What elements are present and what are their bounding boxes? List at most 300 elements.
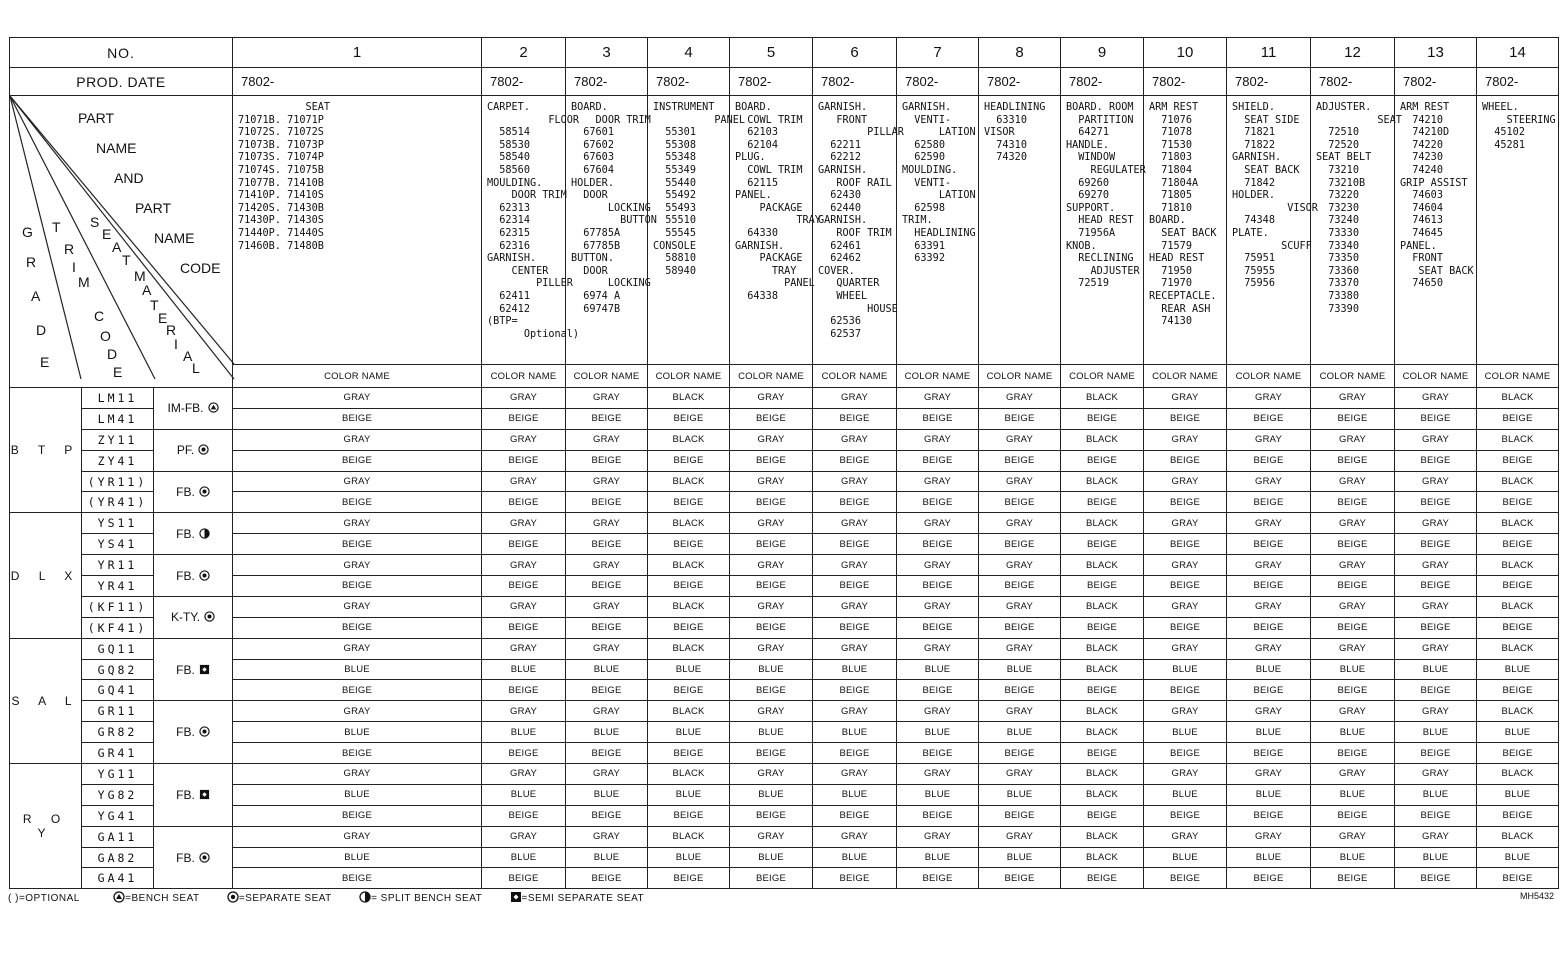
color-cell: BEIGE — [1311, 576, 1395, 597]
separate-seat-icon — [194, 443, 209, 457]
color-cell: BEIGE — [1144, 576, 1227, 597]
column-number-10: 10 — [1144, 38, 1227, 68]
color-cell: BEIGE — [979, 492, 1061, 513]
color-cell: GRAY — [1227, 701, 1311, 722]
trim-code: YR41 — [82, 576, 154, 597]
color-cell: BEIGE — [1395, 534, 1477, 555]
table-row — [10, 784, 1559, 805]
color-name-label-8: COLOR NAME — [979, 365, 1061, 388]
color-cell: BEIGE — [1061, 576, 1144, 597]
table-row — [10, 847, 1559, 868]
seat-material — [154, 388, 233, 430]
color-cell: BEIGE — [566, 743, 648, 764]
color-cell: GRAY — [233, 764, 482, 785]
seat-material-label: FB. — [176, 526, 195, 541]
table-row — [10, 513, 1559, 534]
color-cell: BEIGE — [1395, 576, 1477, 597]
legend-optional: ( )=OPTIONAL — [8, 893, 80, 904]
color-cell: BLUE — [979, 722, 1061, 743]
color-cell: BEIGE — [233, 450, 482, 471]
color-cell: BLUE — [233, 784, 482, 805]
color-cell: GRAY — [1395, 388, 1477, 409]
color-cell: BEIGE — [1144, 492, 1227, 513]
trim-code: GQ82 — [82, 659, 154, 680]
prod-date-3: 7802- — [566, 68, 648, 96]
prod-date-4: 7802- — [648, 68, 730, 96]
color-cell: BEIGE — [979, 576, 1061, 597]
color-cell: GRAY — [897, 638, 979, 659]
corner-name-1: NAME — [96, 140, 137, 156]
color-cell: BEIGE — [1395, 680, 1477, 701]
color-cell: GRAY — [1395, 555, 1477, 576]
column-number-4: 4 — [648, 38, 730, 68]
color-cell: GRAY — [1144, 826, 1227, 847]
table-row — [10, 408, 1559, 429]
color-cell: GRAY — [730, 388, 813, 409]
color-cell: GRAY — [1395, 596, 1477, 617]
color-cell: BEIGE — [648, 868, 730, 889]
table-row — [10, 429, 1559, 450]
color-cell: GRAY — [813, 429, 897, 450]
prod-date-row — [10, 68, 1559, 96]
color-cell: GRAY — [1311, 638, 1395, 659]
color-cell: BEIGE — [233, 408, 482, 429]
color-cell: BEIGE — [482, 617, 566, 638]
color-cell: GRAY — [233, 388, 482, 409]
corner-seat-9: I — [174, 336, 178, 352]
corner-part-1: PART — [78, 110, 115, 126]
color-cell: GRAY — [1144, 638, 1227, 659]
color-cell: BLUE — [1227, 722, 1311, 743]
color-cell: GRAY — [1227, 555, 1311, 576]
trim-code: YS41 — [82, 534, 154, 555]
color-cell: GRAY — [979, 596, 1061, 617]
color-cell: GRAY — [730, 764, 813, 785]
trim-code: GR41 — [82, 743, 154, 764]
color-cell: GRAY — [813, 701, 897, 722]
color-cell: BEIGE — [1311, 805, 1395, 826]
color-cell: BEIGE — [1311, 868, 1395, 889]
color-cell: BEIGE — [730, 492, 813, 513]
corner-grade-4: E — [40, 354, 50, 370]
prod-date-label: PROD. DATE — [10, 68, 233, 96]
color-cell: BEIGE — [566, 617, 648, 638]
seat-material-label: PF. — [176, 443, 195, 458]
table-row — [10, 701, 1559, 722]
color-cell: BEIGE — [1311, 680, 1395, 701]
color-cell: BEIGE — [1477, 450, 1559, 471]
color-cell: GRAY — [1227, 471, 1311, 492]
color-cell: BEIGE — [1395, 408, 1477, 429]
color-cell: BEIGE — [1061, 868, 1144, 889]
corner-header — [10, 96, 233, 388]
document-number: MH5432 — [1519, 891, 1554, 901]
seat-material — [154, 429, 233, 471]
color-name-label-14: COLOR NAME — [1477, 365, 1559, 388]
color-cell: BEIGE — [1311, 492, 1395, 513]
color-cell: BLUE — [1227, 847, 1311, 868]
color-cell: BEIGE — [730, 450, 813, 471]
corner-trim-2: I — [72, 259, 76, 275]
table-row — [10, 534, 1559, 555]
color-cell: BEIGE — [897, 450, 979, 471]
color-name-row — [10, 365, 1559, 388]
column-number-5: 5 — [730, 38, 813, 68]
color-cell: GRAY — [979, 388, 1061, 409]
color-cell: BLUE — [730, 847, 813, 868]
color-cell: GRAY — [813, 388, 897, 409]
color-cell: BLACK — [1477, 555, 1559, 576]
seat-material — [154, 638, 233, 701]
color-cell: BEIGE — [566, 408, 648, 429]
color-cell: GRAY — [233, 555, 482, 576]
color-cell: BEIGE — [1061, 805, 1144, 826]
table-row — [10, 576, 1559, 597]
color-name-label-4: COLOR NAME — [648, 365, 730, 388]
trim-code: GA11 — [82, 826, 154, 847]
color-cell: GRAY — [566, 701, 648, 722]
color-cell: GRAY — [233, 638, 482, 659]
color-cell: BLACK — [1061, 847, 1144, 868]
color-cell: BLUE — [897, 847, 979, 868]
color-cell: BLUE — [813, 847, 897, 868]
trim-code: YG11 — [82, 764, 154, 785]
prod-date-9: 7802- — [1061, 68, 1144, 96]
table-row — [10, 555, 1559, 576]
prod-date-1: 7802- — [233, 68, 482, 96]
legend-split: = SPLIT BENCH SEAT — [371, 893, 483, 904]
color-cell: BEIGE — [730, 408, 813, 429]
color-cell: BLACK — [648, 513, 730, 534]
color-cell: BEIGE — [1144, 680, 1227, 701]
trim-code: (KF11) — [82, 596, 154, 617]
color-cell: BLUE — [1477, 847, 1559, 868]
table-row — [10, 471, 1559, 492]
color-cell: GRAY — [1144, 596, 1227, 617]
color-cell: BEIGE — [1061, 534, 1144, 555]
corner-grade-3: D — [36, 322, 47, 338]
corner-seat-11: L — [192, 360, 200, 376]
separate-seat-icon — [195, 569, 210, 583]
color-cell: GRAY — [1227, 826, 1311, 847]
color-cell: BEIGE — [1144, 534, 1227, 555]
color-cell: BEIGE — [897, 680, 979, 701]
column-number-13: 13 — [1395, 38, 1477, 68]
color-cell: GRAY — [813, 555, 897, 576]
color-cell: GRAY — [1311, 388, 1395, 409]
color-cell: BLUE — [482, 659, 566, 680]
separate-seat-icon — [195, 725, 210, 739]
color-cell: BLUE — [482, 784, 566, 805]
color-cell: BEIGE — [813, 576, 897, 597]
color-cell: BEIGE — [233, 743, 482, 764]
seat-material-label: FB. — [176, 568, 195, 583]
color-cell: BLUE — [730, 722, 813, 743]
color-cell: BEIGE — [897, 492, 979, 513]
color-cell: BLUE — [1227, 784, 1311, 805]
color-cell: GRAY — [566, 388, 648, 409]
part-list-8: HEADLINING 63310 VISOR 74310 74320 — [979, 96, 1061, 365]
color-cell: BLUE — [233, 722, 482, 743]
color-cell: BEIGE — [897, 743, 979, 764]
color-cell: BEIGE — [813, 617, 897, 638]
color-cell: BEIGE — [482, 408, 566, 429]
number-row — [10, 38, 1559, 68]
color-cell: BLUE — [1144, 847, 1227, 868]
color-cell: BLACK — [648, 596, 730, 617]
color-cell: BLUE — [648, 784, 730, 805]
color-cell: BLUE — [233, 847, 482, 868]
color-name-label-2: COLOR NAME — [482, 365, 566, 388]
color-cell: GRAY — [897, 555, 979, 576]
color-cell: BLACK — [1061, 826, 1144, 847]
color-cell: BEIGE — [1227, 805, 1311, 826]
corner-seat-5: A — [142, 282, 152, 298]
color-cell: BLACK — [1061, 764, 1144, 785]
color-cell: BLUE — [566, 659, 648, 680]
color-cell: BEIGE — [1061, 617, 1144, 638]
table-row — [10, 743, 1559, 764]
color-cell: BEIGE — [1395, 450, 1477, 471]
color-cell: BLACK — [1477, 513, 1559, 534]
corner-trim-4: C — [94, 308, 105, 324]
color-cell: BEIGE — [1061, 680, 1144, 701]
color-cell: GRAY — [1144, 764, 1227, 785]
color-cell: BEIGE — [730, 680, 813, 701]
corner-trim-0: T — [52, 219, 61, 235]
color-cell: GRAY — [233, 826, 482, 847]
table-row — [10, 638, 1559, 659]
color-cell: GRAY — [1311, 596, 1395, 617]
table-row — [10, 388, 1559, 409]
color-cell: GRAY — [482, 555, 566, 576]
color-cell: BEIGE — [233, 534, 482, 555]
color-cell: BLACK — [648, 555, 730, 576]
color-cell: BLUE — [1311, 784, 1395, 805]
color-cell: GRAY — [1227, 764, 1311, 785]
color-cell: BLUE — [1144, 784, 1227, 805]
color-cell: BEIGE — [979, 617, 1061, 638]
seat-material-label: FB. — [176, 725, 195, 740]
color-cell: BLUE — [482, 722, 566, 743]
color-cell: BEIGE — [1061, 408, 1144, 429]
trim-code: YG82 — [82, 784, 154, 805]
grade-cell: S A L — [10, 638, 82, 763]
color-cell: BEIGE — [1227, 743, 1311, 764]
color-cell: BEIGE — [1311, 617, 1395, 638]
color-cell: BEIGE — [979, 450, 1061, 471]
color-cell: BEIGE — [566, 805, 648, 826]
color-cell: GRAY — [1227, 388, 1311, 409]
part-list-4: INSTRUMENT PANEL 55301 55308 55348 55349 55440 55492 55493 55510 55545 CONSOLE 58810 58940 — [648, 96, 730, 365]
color-cell: GRAY — [482, 596, 566, 617]
color-cell: BEIGE — [1311, 408, 1395, 429]
color-cell: BEIGE — [482, 492, 566, 513]
color-cell: BLUE — [566, 847, 648, 868]
color-cell: BEIGE — [566, 868, 648, 889]
seat-material-label: FB. — [176, 787, 195, 802]
legend-semi: =SEMI SEPARATE SEAT — [521, 893, 645, 904]
column-number-14: 14 — [1477, 38, 1559, 68]
table-row — [10, 680, 1559, 701]
separate-seat-icon — [195, 851, 210, 865]
table-row — [10, 492, 1559, 513]
corner-seat-6: T — [150, 297, 159, 313]
color-cell: BLUE — [1144, 659, 1227, 680]
prod-date-7: 7802- — [897, 68, 979, 96]
color-cell: BLACK — [1061, 513, 1144, 534]
color-cell: BLACK — [648, 429, 730, 450]
color-cell: BLACK — [1477, 596, 1559, 617]
color-cell: BEIGE — [897, 805, 979, 826]
color-cell: GRAY — [813, 638, 897, 659]
color-cell: BEIGE — [813, 450, 897, 471]
color-cell: GRAY — [482, 826, 566, 847]
color-cell: BLACK — [1061, 471, 1144, 492]
trim-code: GQ41 — [82, 680, 154, 701]
color-name-label-12: COLOR NAME — [1311, 365, 1395, 388]
color-cell: GRAY — [979, 638, 1061, 659]
color-cell: BEIGE — [979, 408, 1061, 429]
color-cell: BLUE — [979, 784, 1061, 805]
column-number-2: 2 — [482, 38, 566, 68]
color-cell: BEIGE — [233, 680, 482, 701]
part-list-3: BOARD. DOOR TRIM 67601 67602 67603 67604 HOLDER. DOOR LOCKING BUTTON 67785A 67785B BUTTON. DOOR LOCKING 6974 A 69747B — [566, 96, 648, 365]
color-cell: BLUE — [813, 722, 897, 743]
color-cell: BLUE — [482, 847, 566, 868]
color-cell: BEIGE — [566, 680, 648, 701]
color-cell: BLUE — [1477, 722, 1559, 743]
corner-grade-2: A — [31, 288, 41, 304]
color-cell: BEIGE — [1395, 805, 1477, 826]
color-cell: BLUE — [648, 659, 730, 680]
no-label: NO. — [10, 38, 233, 68]
color-cell: BEIGE — [897, 408, 979, 429]
semi-separate-seat-icon — [195, 663, 210, 677]
color-cell: GRAY — [897, 429, 979, 450]
color-cell: GRAY — [897, 826, 979, 847]
color-cell: BEIGE — [1477, 743, 1559, 764]
trim-code: GQ11 — [82, 638, 154, 659]
color-cell: GRAY — [566, 471, 648, 492]
color-cell: BEIGE — [1477, 576, 1559, 597]
color-cell: BLACK — [1477, 826, 1559, 847]
split-bench-seat-icon — [195, 527, 210, 541]
trim-color-chart — [9, 37, 1559, 889]
corner-part-2: PART — [135, 200, 172, 216]
color-cell: BEIGE — [897, 617, 979, 638]
grade-cell: R O Y — [10, 764, 82, 889]
prod-date-5: 7802- — [730, 68, 813, 96]
color-cell: GRAY — [233, 701, 482, 722]
color-cell: GRAY — [897, 764, 979, 785]
trim-code: GA41 — [82, 868, 154, 889]
color-cell: GRAY — [813, 826, 897, 847]
color-cell: BEIGE — [1395, 617, 1477, 638]
color-cell: GRAY — [233, 596, 482, 617]
legend-separate: =SEPARATE SEAT — [238, 893, 332, 904]
color-cell: GRAY — [1395, 513, 1477, 534]
color-cell: BEIGE — [1477, 868, 1559, 889]
trim-code: (YR41) — [82, 492, 154, 513]
corner-seat-8: R — [166, 322, 177, 338]
color-cell: GRAY — [482, 471, 566, 492]
color-cell: BEIGE — [1144, 617, 1227, 638]
corner-trim-7: E — [113, 364, 123, 380]
grade-cell: D L X — [10, 513, 82, 638]
seat-material-label: FB. — [176, 662, 195, 677]
color-cell: GRAY — [1311, 555, 1395, 576]
color-cell: GRAY — [979, 429, 1061, 450]
corner-trim-6: D — [107, 346, 118, 362]
color-cell: BEIGE — [813, 743, 897, 764]
color-cell: BEIGE — [1477, 805, 1559, 826]
color-cell: BEIGE — [482, 680, 566, 701]
corner-and: AND — [114, 170, 144, 186]
part-list-10: ARM REST 71076 71078 71530 71803 71804 71804A 71805 71810 BOARD. SEAT BACK 71579 HEAD REST 71950 71970 RECEPTACLE. REAR ASH 74130 — [1144, 96, 1227, 365]
color-cell: GRAY — [233, 471, 482, 492]
color-cell: BEIGE — [813, 805, 897, 826]
color-cell: BLACK — [648, 388, 730, 409]
color-cell: GRAY — [1311, 701, 1395, 722]
part-list-6: GARNISH. FRONT PILLAR 62211 62212 GARNISH. ROOF RAIL 62430 62440 GARNISH. ROOF TRIM 62461 62462 COVER. QUARTER WHEEL HOUSE 62536 62537 — [813, 96, 897, 365]
color-cell: GRAY — [566, 638, 648, 659]
seat-material — [154, 513, 233, 555]
color-cell: GRAY — [979, 555, 1061, 576]
color-cell: BEIGE — [979, 805, 1061, 826]
color-cell: BLUE — [979, 659, 1061, 680]
color-cell: GRAY — [1144, 513, 1227, 534]
semi-separate-seat-icon — [195, 788, 210, 802]
color-cell: GRAY — [813, 764, 897, 785]
color-cell: BEIGE — [979, 534, 1061, 555]
table-row — [10, 764, 1559, 785]
color-cell: BLUE — [1311, 659, 1395, 680]
color-cell: GRAY — [1227, 513, 1311, 534]
prod-date-13: 7802- — [1395, 68, 1477, 96]
color-name-label-6: COLOR NAME — [813, 365, 897, 388]
color-cell: GRAY — [482, 764, 566, 785]
color-cell: BLUE — [1144, 722, 1227, 743]
color-cell: BLUE — [1477, 659, 1559, 680]
table-row — [10, 659, 1559, 680]
color-cell: BEIGE — [1227, 576, 1311, 597]
color-cell: BLACK — [1477, 638, 1559, 659]
seat-material — [154, 596, 233, 638]
color-name-label-11: COLOR NAME — [1227, 365, 1311, 388]
corner-seat-7: E — [158, 310, 168, 326]
legend-bench-icon — [113, 891, 125, 904]
color-cell: BEIGE — [1311, 743, 1395, 764]
color-cell: GRAY — [482, 701, 566, 722]
seat-material — [154, 764, 233, 827]
color-cell: GRAY — [1227, 429, 1311, 450]
color-cell: BEIGE — [233, 617, 482, 638]
color-cell: BEIGE — [1144, 743, 1227, 764]
seat-material — [154, 471, 233, 513]
legend — [8, 891, 644, 904]
color-cell: BEIGE — [648, 617, 730, 638]
color-cell: GRAY — [1311, 429, 1395, 450]
color-cell: BLACK — [1477, 429, 1559, 450]
color-cell: GRAY — [566, 826, 648, 847]
color-cell: GRAY — [979, 513, 1061, 534]
table-row — [10, 868, 1559, 889]
legend-split-icon — [359, 891, 371, 904]
corner-grade-1: R — [26, 254, 37, 270]
color-name-label-7: COLOR NAME — [897, 365, 979, 388]
color-cell: BEIGE — [979, 868, 1061, 889]
